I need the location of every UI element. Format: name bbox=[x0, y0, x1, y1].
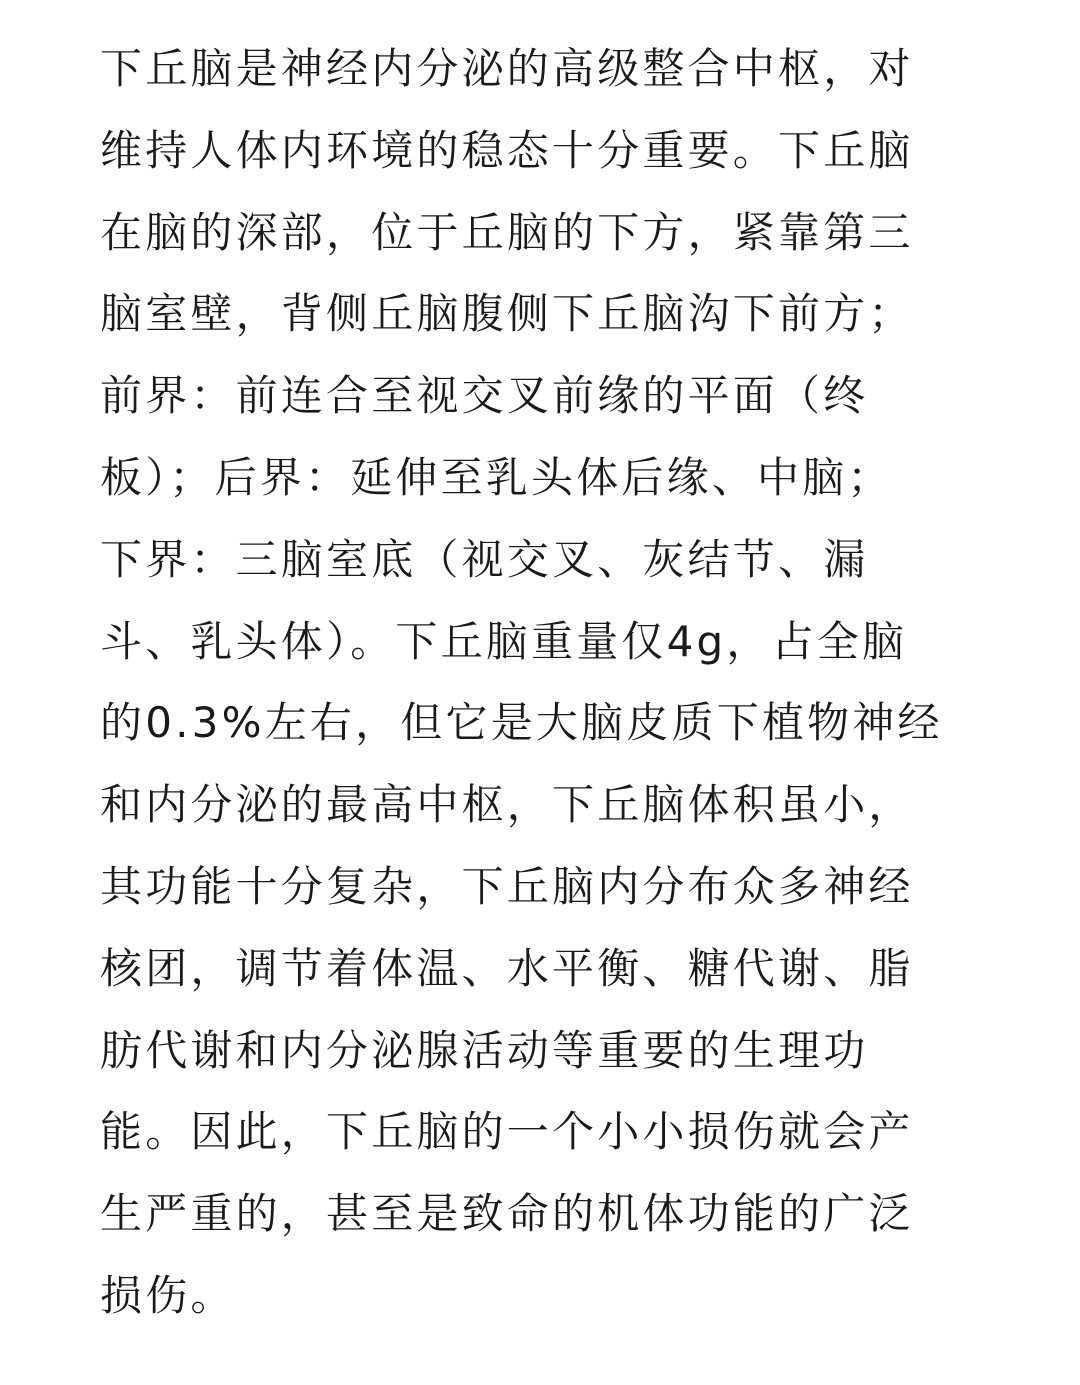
text-line: 损伤。 bbox=[100, 1270, 236, 1320]
text-line: 斗、乳头体）。下丘脑重量仅4g，占全脑 bbox=[100, 616, 908, 666]
text-line: 前界：前连合至视交叉前缘的平面（终 bbox=[100, 371, 869, 421]
article-body bbox=[100, 28, 980, 1337]
text-line: 下界：三脑室底（视交叉、灰结节、漏 bbox=[100, 534, 869, 584]
text-line: 能。因此，下丘脑的一个小小损伤就会产 bbox=[100, 1107, 914, 1157]
text-line: 肪代谢和内分泌腺活动等重要的生理功 bbox=[100, 1025, 869, 1075]
text-line: 和内分泌的最高中枢，下丘脑体积虽小， bbox=[100, 780, 914, 830]
text-line: 在脑的深部，位于丘脑的下方，紧靠第三 bbox=[100, 207, 914, 257]
text-line: 下丘脑是神经内分泌的高级整合中枢，对 bbox=[100, 44, 914, 93]
text-line: 板）；后界：延伸至乳头体后缘、中脑； bbox=[100, 452, 893, 502]
text-line: 的0.3%左右，但它是大脑皮质下植物神经 bbox=[100, 698, 943, 748]
text-line: 脑室壁，背侧丘脑腹侧下丘脑沟下前方； bbox=[100, 289, 914, 339]
text-line: 核团，调节着体温、水平衡、糖代谢、脂 bbox=[100, 943, 914, 993]
text-line: 生严重的，甚至是致命的机体功能的广泛 bbox=[100, 1189, 914, 1239]
text-line: 其功能十分复杂，下丘脑内分布众多神经 bbox=[100, 861, 914, 911]
text-line: 维持人体内环境的稳态十分重要。下丘脑 bbox=[100, 125, 914, 175]
